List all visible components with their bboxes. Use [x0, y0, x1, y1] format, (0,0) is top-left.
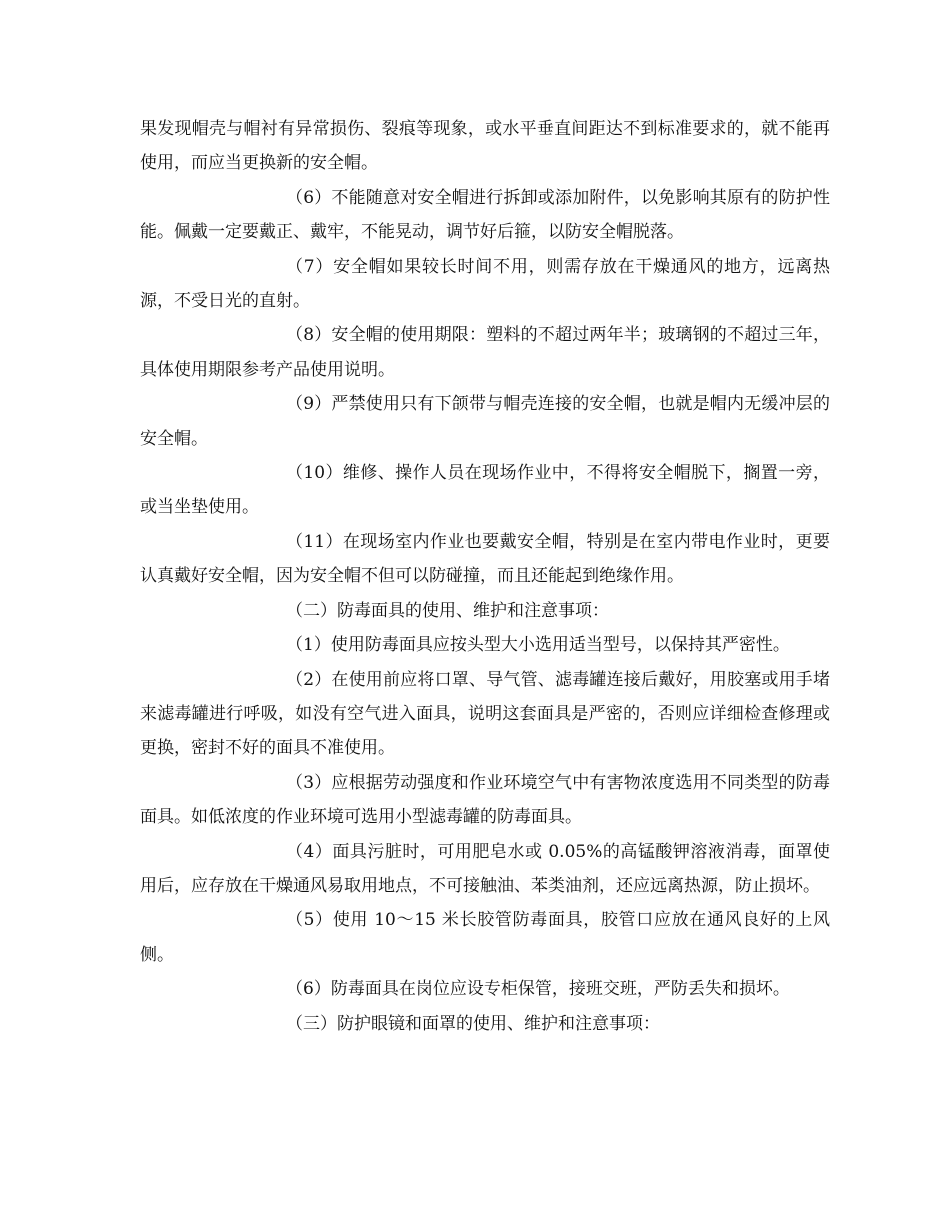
paragraph-gas-mask-item-2: （2）在使用前应将口罩、导气管、滤毒罐连接后戴好，用胶塞或用手堵来滤毒罐进行呼吸，如没有空气进入面具，说明这套面具是严密的，否则应详细检查修理或更换，密封不好的面具不准使用。 [140, 669, 830, 759]
paragraph-gas-mask-item-4: （4）面具污脏时，可用肥皂水或 0.05%的高锰酸钾溶液消毒，面罩使用后，应存放在干燥通风易取用地点，不可接触油、苯类油剂，还应远离热源，防止损坏。 [140, 841, 830, 896]
paragraph-helmet-inspection: 果发现帽壳与帽衬有异常损伤、裂痕等现象，或水平垂直间距达不到标准要求的，就不能再使用，而应当更换新的安全帽。 [140, 119, 830, 174]
paragraph-helmet-item-7: （7）安全帽如果较长时间不用，则需存放在干燥通风的地方，远离热源，不受日光的直射。 [140, 256, 830, 312]
paragraph-gas-mask-item-6: （6）防毒面具在岗位应设专柜保管，接班交班，严防丢失和损坏。 [286, 979, 790, 1000]
section-heading-gas-mask: （二）防毒面具的使用、维护和注意事项： [286, 600, 609, 621]
paragraph-helmet-item-8: （8）安全帽的使用期限：塑料的不超过两年半；玻璃钢的不超过三年，具体使用期限参考产品使用说明。 [140, 325, 830, 380]
paragraph-helmet-item-6: （6）不能随意对安全帽进行拆卸或添加附件，以免影响其原有的防护性能。佩戴一定要戴正、戴牢，不能晃动，调节好后箍，以防安全帽脱落。 [140, 187, 830, 243]
document-page [140, 112, 830, 1041]
section-heading-goggles: （三）防护眼镜和面罩的使用、维护和注意事项： [286, 1013, 660, 1034]
paragraph-helmet-item-9: （9）严禁使用只有下颌带与帽壳连接的安全帽，也就是帽内无缓冲层的安全帽。 [140, 394, 830, 449]
paragraph-gas-mask-item-1: （1）使用防毒面具应按头型大小选用适当型号，以保持其严密性。 [286, 635, 790, 656]
paragraph-helmet-item-11: （11）在现场室内作业也要戴安全帽，特别是在室内带电作业时，更要认真戴好安全帽，因为安全帽不但可以防碰撞，而且还能起到绝缘作用。 [140, 531, 830, 587]
paragraph-helmet-item-10: （10）维修、操作人员在现场作业中，不得将安全帽脱下，搁置一旁，或当坐垫使用。 [140, 463, 830, 518]
paragraph-gas-mask-item-5: （5）使用 10～15 米长胶管防毒面具，胶管口应放在通风良好的上风侧。 [140, 910, 830, 965]
paragraph-gas-mask-item-3: （3）应根据劳动强度和作业环境空气中有害物浓度选用不同类型的防毒面具。如低浓度的作业环境可选用小型滤毒罐的防毒面具。 [140, 772, 830, 828]
